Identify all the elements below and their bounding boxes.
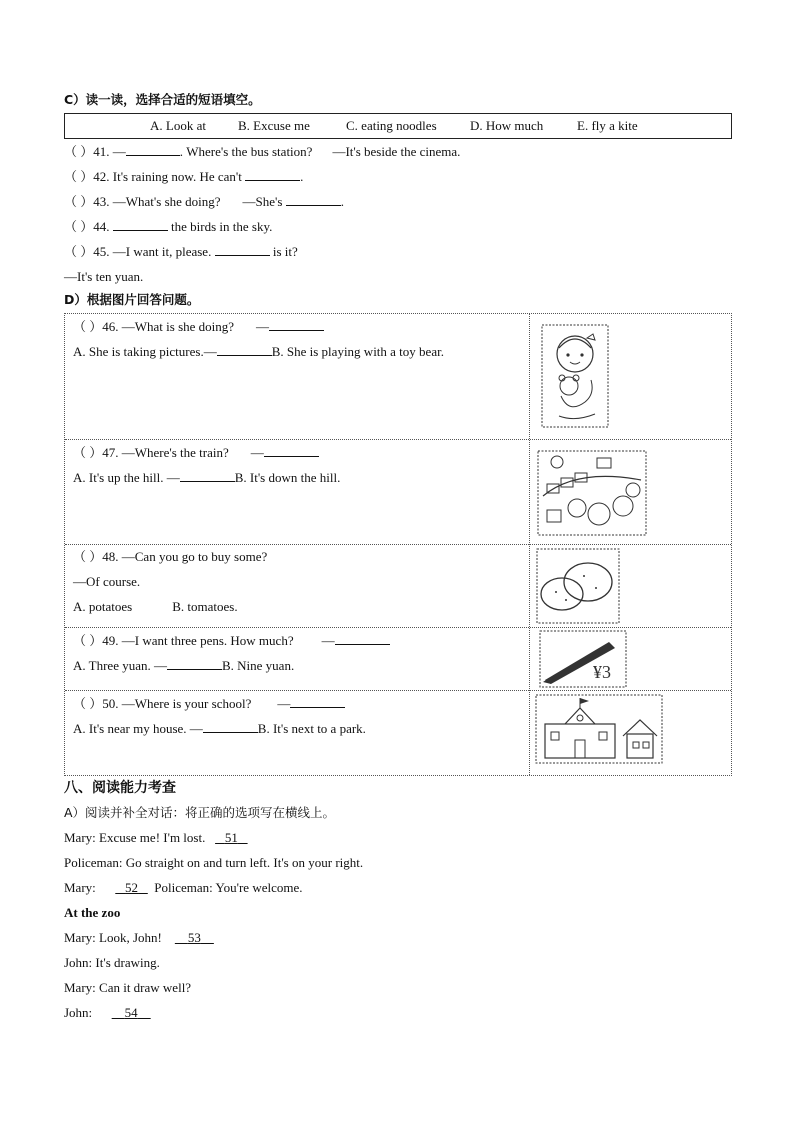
option-c: C. eating noodles	[346, 118, 437, 133]
question-text: 42. It's raining now. He can't	[93, 169, 242, 184]
dialogue-line-52	[64, 880, 303, 896]
option-a: A. She is taking pictures.—	[73, 344, 217, 359]
option-e: E. fly a kite	[577, 118, 638, 133]
answer-paren[interactable]: （ ）	[64, 169, 94, 184]
answer-blank[interactable]	[269, 319, 324, 331]
dialogue-line-54	[64, 1005, 151, 1021]
question-text: —She's	[242, 194, 283, 209]
section-d-title: D）根据图片回答问题。	[64, 292, 200, 307]
answer-blank[interactable]	[180, 470, 235, 482]
question-text: .	[340, 194, 344, 209]
question-45	[64, 244, 298, 260]
options-47	[73, 470, 340, 486]
option-a: A. It's near my house. —	[73, 721, 203, 736]
answer-blank-54[interactable]: 54	[124, 1005, 138, 1020]
section-8-title: 八、阅读能力考查	[64, 780, 176, 796]
question-46	[73, 319, 324, 335]
dialogue-line-drawing: John: It's drawing.	[64, 955, 160, 970]
answer-blank[interactable]	[217, 344, 272, 356]
answer-blank[interactable]	[167, 658, 222, 670]
zoo-title: At the zoo	[64, 905, 121, 920]
question-text: 41. —	[93, 144, 126, 159]
answer-blank[interactable]	[245, 169, 300, 181]
question-47	[73, 445, 319, 461]
options-48	[73, 599, 238, 615]
dialogue-text: Mary:	[64, 880, 96, 895]
dialogue-line-draw-well: Mary: Can it draw well?	[64, 980, 192, 995]
school-picture	[535, 694, 663, 764]
answer-blank-53[interactable]: 53	[187, 930, 201, 945]
question-text: is it?	[272, 244, 298, 259]
dialogue-text: Policeman: You're welcome.	[154, 880, 303, 895]
dialogue-text: Mary: Look, John!	[64, 930, 162, 945]
question-text: （ ）47. —Where's the train?	[73, 445, 229, 460]
option-a: A. Look at	[150, 118, 206, 133]
question-text: the birds in the sky.	[171, 219, 273, 234]
answer-blank[interactable]	[290, 696, 345, 708]
answer-blank[interactable]	[335, 633, 390, 645]
dialogue-text: John:	[64, 1005, 93, 1020]
column-divider	[529, 314, 530, 775]
question-44	[64, 219, 272, 235]
price-label: ¥3	[593, 662, 611, 682]
section-8a-instruction: A）阅读并补全对话：将正确的选项写在横线上。	[64, 805, 336, 820]
answer-blank[interactable]	[126, 144, 180, 156]
potatoes-picture	[536, 548, 620, 624]
question-text: 44.	[93, 219, 110, 234]
answer-blank[interactable]	[203, 721, 258, 733]
question-49	[73, 633, 390, 649]
answer-paren[interactable]: （ ）	[64, 219, 94, 234]
girl-teddy-bear-picture	[541, 324, 609, 428]
question-45-answer: —It's ten yuan.	[64, 269, 144, 284]
dialogue-text: Mary: Excuse me! I'm lost.	[64, 830, 206, 845]
answer-blank[interactable]	[113, 219, 168, 231]
option-b: B. It's next to a park.	[257, 721, 366, 736]
question-42	[64, 169, 303, 185]
reply-text: —It's beside the cinema.	[332, 144, 461, 159]
option-d: D. How much	[470, 118, 544, 133]
dialogue-line-53	[64, 930, 214, 946]
option-b: B. Excuse me	[238, 118, 310, 133]
dialogue-line-policeman: Policeman: Go straight on and turn left. It's on your right.	[64, 855, 364, 870]
section-c-title: C）读一读，选择合适的短语填空。	[64, 92, 261, 107]
question-50	[73, 696, 345, 712]
picture-question-table	[64, 313, 732, 776]
option-b: B. Nine yuan.	[221, 658, 295, 673]
answer-blank[interactable]	[264, 445, 319, 457]
options-50	[73, 721, 366, 737]
dialogue-line-51	[64, 830, 248, 846]
question-48-line2: —Of course.	[73, 574, 141, 589]
question-text: （ ）49. —I want three pens. How much?	[73, 633, 294, 648]
row-divider	[65, 627, 731, 628]
answer-blank-51[interactable]: 51	[224, 830, 238, 845]
answer-blank-52[interactable]: 52	[125, 880, 139, 895]
option-a: A. It's up the hill. —	[73, 470, 180, 485]
question-text: 45. —I want it, please.	[93, 244, 212, 259]
question-text: （ ）46. —What is she doing?	[73, 319, 235, 334]
answer-blank[interactable]	[215, 244, 270, 256]
option-b: B. It's down the hill.	[234, 470, 341, 485]
question-text: . Where's the bus station?	[179, 144, 313, 159]
question-text: 43. —What's she doing?	[93, 194, 221, 209]
dash: —	[277, 696, 291, 711]
dash: —	[250, 445, 264, 460]
row-divider	[65, 690, 731, 691]
option-b: B. tomatoes.	[172, 599, 238, 614]
option-b: B. She is playing with a toy bear.	[271, 344, 444, 359]
option-a: A. potatoes	[73, 599, 133, 614]
options-46	[73, 344, 444, 360]
row-divider	[65, 544, 731, 545]
answer-paren[interactable]: （ ）	[64, 144, 94, 159]
question-48: （ ）48. —Can you go to buy some?	[73, 549, 268, 564]
question-text: （ ）50. —Where is your school?	[73, 696, 252, 711]
question-41	[64, 144, 460, 160]
row-divider	[65, 439, 731, 440]
train-hill-picture	[537, 450, 647, 536]
answer-paren[interactable]: （ ）	[64, 244, 94, 259]
answer-blank[interactable]	[286, 194, 341, 206]
dash: —	[256, 319, 270, 334]
option-a: A. Three yuan. —	[73, 658, 167, 673]
question-43	[64, 194, 344, 210]
dash: —	[321, 633, 335, 648]
options-box	[64, 113, 732, 139]
answer-paren[interactable]: （ ）	[64, 194, 94, 209]
question-text: .	[300, 169, 304, 184]
pen-price-picture	[539, 630, 627, 688]
options-49	[73, 658, 294, 674]
